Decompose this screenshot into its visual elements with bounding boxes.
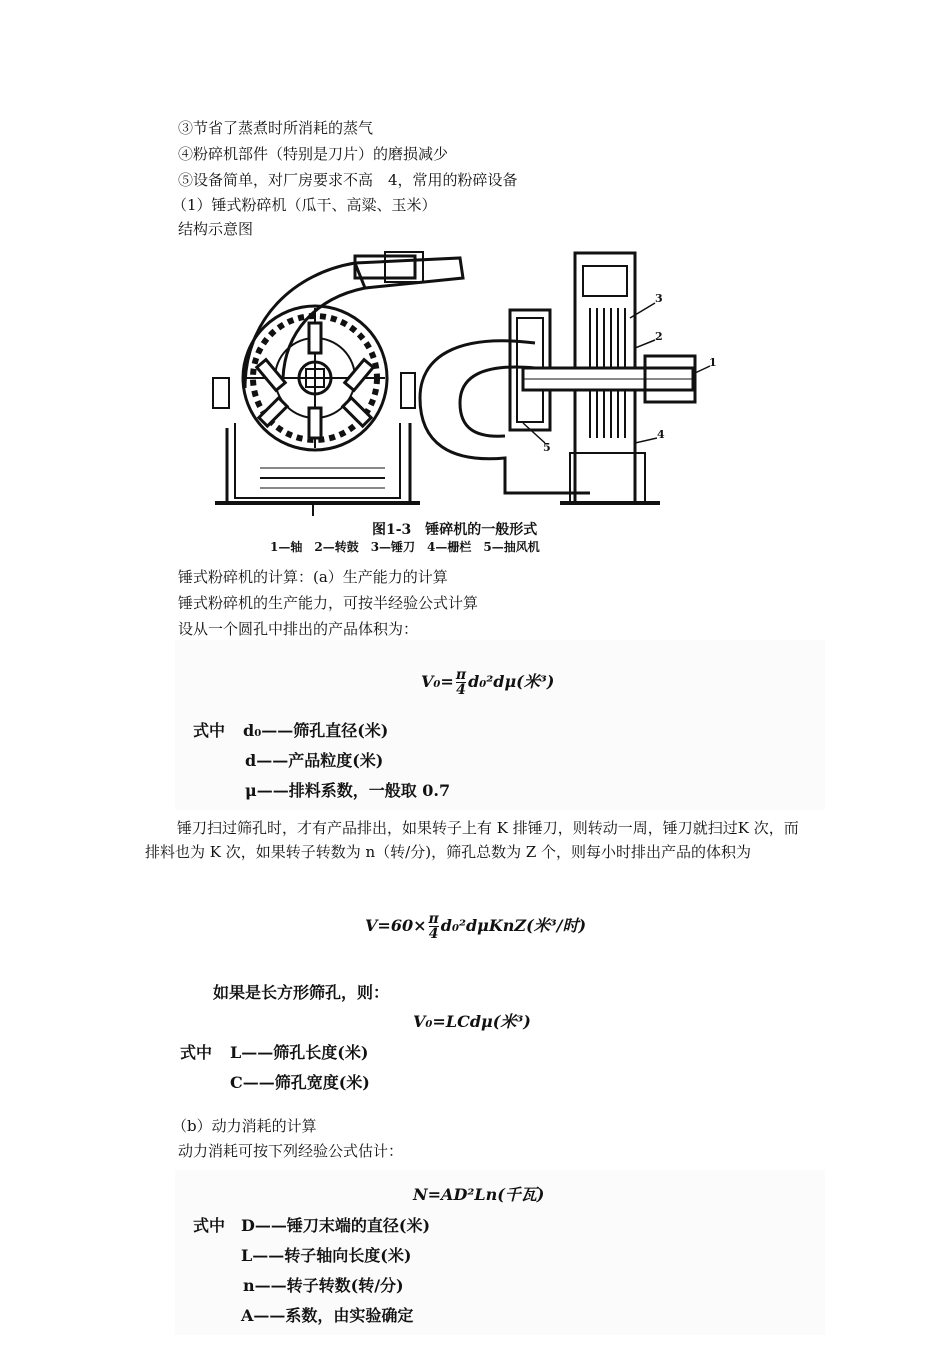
callout-3: 3	[655, 292, 663, 305]
callout-5: 5	[543, 441, 551, 454]
rect-def: L——筛孔长度(米)	[230, 1043, 369, 1062]
power-where: 式中	[193, 1216, 226, 1235]
power-line-2: 动力消耗可按下列经验公式估计：	[178, 1142, 404, 1160]
calc-line-2: 锤式粉碎机的生产能力，可按半经验公式计算	[178, 594, 479, 612]
hammer-mill-drawing	[205, 248, 715, 518]
figure-legend: 1—轴 2—转鼓 3—锤刀 4—栅栏 5—抽风机	[270, 540, 540, 554]
intro-line-2: ④粉碎机部件（特别是刀片）的磨损减少	[178, 145, 449, 163]
callout-4: 4	[657, 428, 665, 441]
paragraph-throughput: 锤刀扫过筛孔时，才有产品排出，如果转子上有 K 排锤刀，则转动一周，锤刀就扫过K 次，而排料也为 K 次，如果转子转数为 n（转/分)，筛孔总数为 Z 个，则每小时排出产品的体积为	[145, 819, 799, 861]
power-line-1: （b）动力消耗的计算	[172, 1117, 317, 1135]
formula-2: V=60× $\frac{\pi}{4}$ d₀²dμKnZ(米³/时)	[365, 911, 587, 942]
formula-1-def: μ——排料系数，一般取 0.7	[245, 781, 451, 800]
intro-line-4: （1）锤式粉碎机（瓜干、高粱、玉米）	[172, 196, 437, 214]
calc-line-1: 锤式粉碎机的计算：(a）生产能力的计算	[178, 568, 448, 586]
rect-where: 式中	[180, 1043, 213, 1062]
formula-1-def: d——产品粒度(米)	[245, 751, 384, 770]
rect-def: C——筛孔宽度(米)	[230, 1073, 370, 1092]
formula-1: V₀= $\frac{\pi}{4}$ d₀²dμ(米³)	[421, 667, 555, 698]
intro-line-1: ③节省了蒸煮时所消耗的蒸气	[178, 119, 374, 137]
power-def: n——转子转数(转/分)	[243, 1276, 404, 1295]
callout-2: 2	[655, 330, 663, 343]
calc-line-3: 设从一个圆孔中排出的产品体积为：	[178, 620, 419, 638]
figure-caption: 图1-3 锤碎机的一般形式	[372, 522, 538, 538]
rect-intro: 如果是长方形筛孔，则：	[213, 983, 390, 1002]
formula-1-def: d₀——筛孔直径(米)	[243, 721, 389, 740]
formula-1-block	[175, 640, 825, 810]
intro-line-5: 结构示意图	[178, 220, 254, 238]
formula-power: N=AD²Ln(千瓦)	[413, 1185, 545, 1204]
formula-power-block	[175, 1170, 825, 1335]
power-def: L——转子轴向长度(米)	[241, 1246, 412, 1265]
callout-1: 1	[709, 356, 717, 369]
hammer-mill-figure	[205, 248, 715, 518]
formula-1-where: 式中	[193, 721, 226, 740]
formula-rect: V₀=LCdμ(米³)	[413, 1012, 531, 1031]
power-def: A——系数，由实验确定	[241, 1306, 414, 1325]
power-def: D——锤刀末端的直径(米)	[241, 1216, 431, 1235]
intro-line-3: ⑤设备简单，对厂房要求不高 4，常用的粉碎设备	[178, 171, 518, 189]
